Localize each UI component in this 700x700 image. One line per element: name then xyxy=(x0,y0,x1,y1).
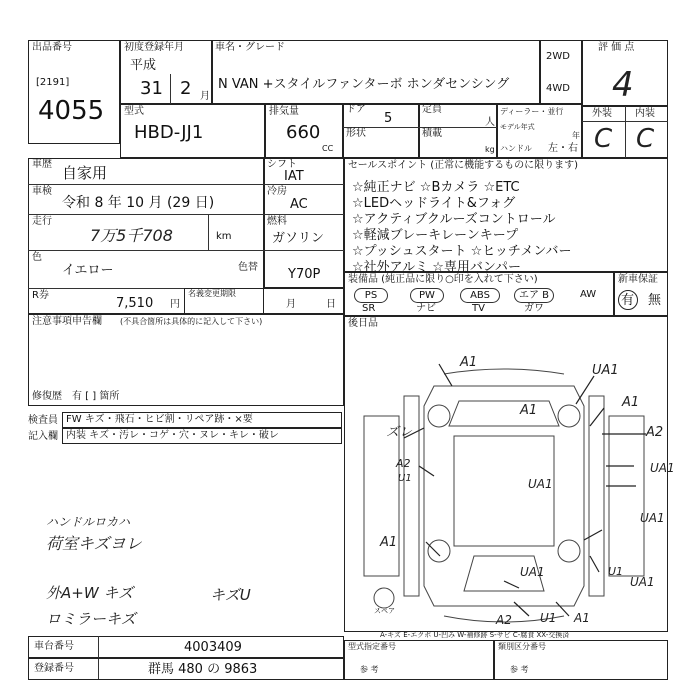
type-code: HBD-JJ1 xyxy=(134,122,204,143)
model-name: N VAN +スタイルファンターボ ホンダセンシング xyxy=(218,77,510,92)
displacement-unit: CC xyxy=(322,144,334,153)
interior-label: 内装 xyxy=(635,108,655,119)
mark: A1 xyxy=(460,355,478,370)
history-value: 自家用 xyxy=(62,164,108,182)
name-change-day: 日 xyxy=(326,299,336,310)
mark: UA1 xyxy=(640,511,665,525)
equip-pw: PW xyxy=(410,288,444,303)
ac-label: 冷房 xyxy=(267,186,287,197)
category-label: 類別区分番号 xyxy=(498,642,546,651)
notes-label: 注意事項申告欄 xyxy=(32,316,102,327)
model-year-label: モデル年式 xyxy=(500,123,535,131)
doors-label: ドア xyxy=(346,104,366,115)
displacement-label: 排気量 xyxy=(269,106,299,117)
sales-points-list xyxy=(352,176,662,275)
mileage-value: 7万5千708 xyxy=(90,226,173,245)
equip-abs: ABS xyxy=(460,288,500,303)
load-label: 積載 xyxy=(422,128,442,139)
legend-text: A-キズ E-エクボ U-凹み W-補修跡 S-サビ C-腐食 XX-交換済 xyxy=(380,631,570,639)
mark: A2 xyxy=(396,457,411,470)
inspection-label: 車検 xyxy=(32,186,52,197)
capacity-unit: 人 xyxy=(485,117,495,128)
mark: U1 xyxy=(398,473,412,484)
reg-label: 登録番号 xyxy=(34,663,74,674)
type-label: 型式 xyxy=(124,106,144,117)
load-unit: kg xyxy=(485,145,495,154)
sales-point: ☆社外アルミ ☆専用バンパー xyxy=(352,260,522,275)
sales-points-label: セールスポイント (正常に機能するものに限ります) xyxy=(348,160,579,171)
mark: UA1 xyxy=(592,363,619,378)
equip-gawa: ガワ xyxy=(524,303,544,314)
score-label: 評 価 点 xyxy=(598,42,635,53)
hand-note-3: 外A+W キズ xyxy=(46,584,134,602)
pre-inspection-label: 型式指定番号 xyxy=(348,642,396,651)
warranty-yes: 有 xyxy=(621,293,635,308)
mark: A2 xyxy=(646,425,664,440)
mark: A1 xyxy=(574,611,590,625)
equipment-label: 装備品 (純正品に限り○印を入れて下さい) xyxy=(348,274,538,285)
mark: UA1 xyxy=(650,461,675,475)
drive-2wd: 2WD xyxy=(546,51,570,62)
month-value: 2 xyxy=(180,78,192,99)
mark: A1 xyxy=(622,395,640,410)
spare-label: スペア xyxy=(374,607,395,615)
color-value: イエロー xyxy=(62,263,114,278)
recycle-amount: 7,510 xyxy=(116,296,154,311)
model-year-unit: 年 xyxy=(572,131,580,140)
drive-box xyxy=(540,40,582,104)
recycle-unit: 円 xyxy=(170,299,180,310)
score-value: 4 xyxy=(612,65,634,105)
year-value: 31 xyxy=(140,78,163,99)
name-change-label: 名義変更期限 xyxy=(188,289,236,298)
sales-point: ☆LEDヘッドライト&フォグ xyxy=(352,196,516,211)
fuel-label: 燃料 xyxy=(267,216,287,227)
hand-note-1: ハンドルロカハ xyxy=(46,515,131,529)
repair-value: 有 [ ] 箇所 xyxy=(72,391,120,402)
ac-value: AC xyxy=(290,197,308,212)
lot-number: 4055 xyxy=(38,96,105,126)
doors-value: 5 xyxy=(384,111,393,126)
lot-label: 出品番号 xyxy=(32,42,72,53)
mark: A1 xyxy=(380,535,398,550)
chassis-label: 車台番号 xyxy=(34,641,74,652)
capacity-label: 定員 xyxy=(422,104,442,115)
shape-label: 形状 xyxy=(346,128,366,139)
sales-point: ☆アクティブクルーズコントロール xyxy=(352,212,556,227)
hand-note-2: 荷室キズヨレ xyxy=(46,534,142,553)
mark: A2 xyxy=(496,613,512,627)
car-diagram xyxy=(344,316,668,632)
sales-point: ☆軽減ブレーキレーンキープ xyxy=(352,228,519,243)
fw-line: FW キズ・飛石・ヒビ割・リペア跡・×要 xyxy=(66,414,253,425)
warranty-no: 無 xyxy=(648,293,662,308)
pre-inspection-sub: 参 考 xyxy=(360,665,379,674)
model-label: 車名・グレード xyxy=(215,42,285,53)
color-change-label: 色替 xyxy=(238,262,258,273)
history-label: 車歴 xyxy=(32,159,52,170)
exterior-grade: C xyxy=(594,124,613,154)
hand-note-4: ロミラーキズ xyxy=(46,610,136,628)
after-label: 後日品 xyxy=(348,318,378,329)
color-code: Y70P xyxy=(288,267,321,282)
mark: UA1 xyxy=(520,565,545,579)
sales-point: ☆純正ナビ ☆Bカメラ ☆ETC xyxy=(352,180,520,195)
sales-point: ☆プッシュスタート ☆ヒッチメンバー xyxy=(352,244,572,259)
first-reg-label: 初度登録年月 xyxy=(124,42,184,53)
inspector-label-1: 検査員 xyxy=(28,415,58,426)
interior-line: 内装 キズ・汚レ・コゲ・穴・ヌレ・キレ・破レ xyxy=(66,430,279,441)
drive-4wd: 4WD xyxy=(546,83,570,94)
equip-tv: TV xyxy=(472,303,485,314)
equip-ps: PS xyxy=(354,288,388,303)
recycle-label: R券 xyxy=(32,290,49,301)
inspector-label-2: 記入欄 xyxy=(28,431,58,442)
month-unit: 月 xyxy=(200,91,210,102)
lot-small: [2191] xyxy=(36,77,70,88)
mark: ズレ xyxy=(386,425,413,440)
inspection-value: 令和 8 年 10 月 (29 日) xyxy=(62,195,215,211)
new-car-label: 新車保証 xyxy=(618,274,658,285)
category-sub: 参 考 xyxy=(510,665,529,674)
fuel-value: ガソリン xyxy=(272,231,325,246)
color-label: 色 xyxy=(32,252,42,263)
mileage-unit: km xyxy=(216,231,232,242)
mark: UA1 xyxy=(528,477,553,491)
repair-label: 修復歴 xyxy=(32,391,62,402)
handle-label: ハンドル xyxy=(500,144,532,153)
shift-value: IAT xyxy=(284,169,304,184)
equip-navi: ナビ xyxy=(416,303,436,314)
name-change-month: 月 xyxy=(286,299,296,310)
shift-label: シフト xyxy=(267,159,297,170)
reg-value: 群馬 480 の 9863 xyxy=(148,662,258,677)
equip-aw: AW xyxy=(580,289,597,300)
dealer-label: ディーラー・並行 xyxy=(500,107,564,116)
hand-note-5: キズU xyxy=(210,586,251,604)
era-value: 平成 xyxy=(130,58,157,73)
mileage-label: 走行 xyxy=(32,216,52,227)
equip-airbag: エア B xyxy=(514,288,554,303)
displacement-value: 660 xyxy=(286,122,321,143)
mark: U1 xyxy=(608,565,624,578)
mark: U1 xyxy=(540,611,557,625)
lot-box xyxy=(28,40,120,144)
chassis-value: 4003409 xyxy=(184,640,242,655)
mark: UA1 xyxy=(630,575,655,589)
exterior-label: 外装 xyxy=(592,108,612,119)
mark: A1 xyxy=(520,403,538,418)
handle-options: 左・右 xyxy=(548,143,578,154)
equip-sr: SR xyxy=(362,303,376,314)
interior-grade: C xyxy=(636,124,655,154)
notes-sub: (不具合箇所は具体的に記入して下さい) xyxy=(120,317,263,326)
